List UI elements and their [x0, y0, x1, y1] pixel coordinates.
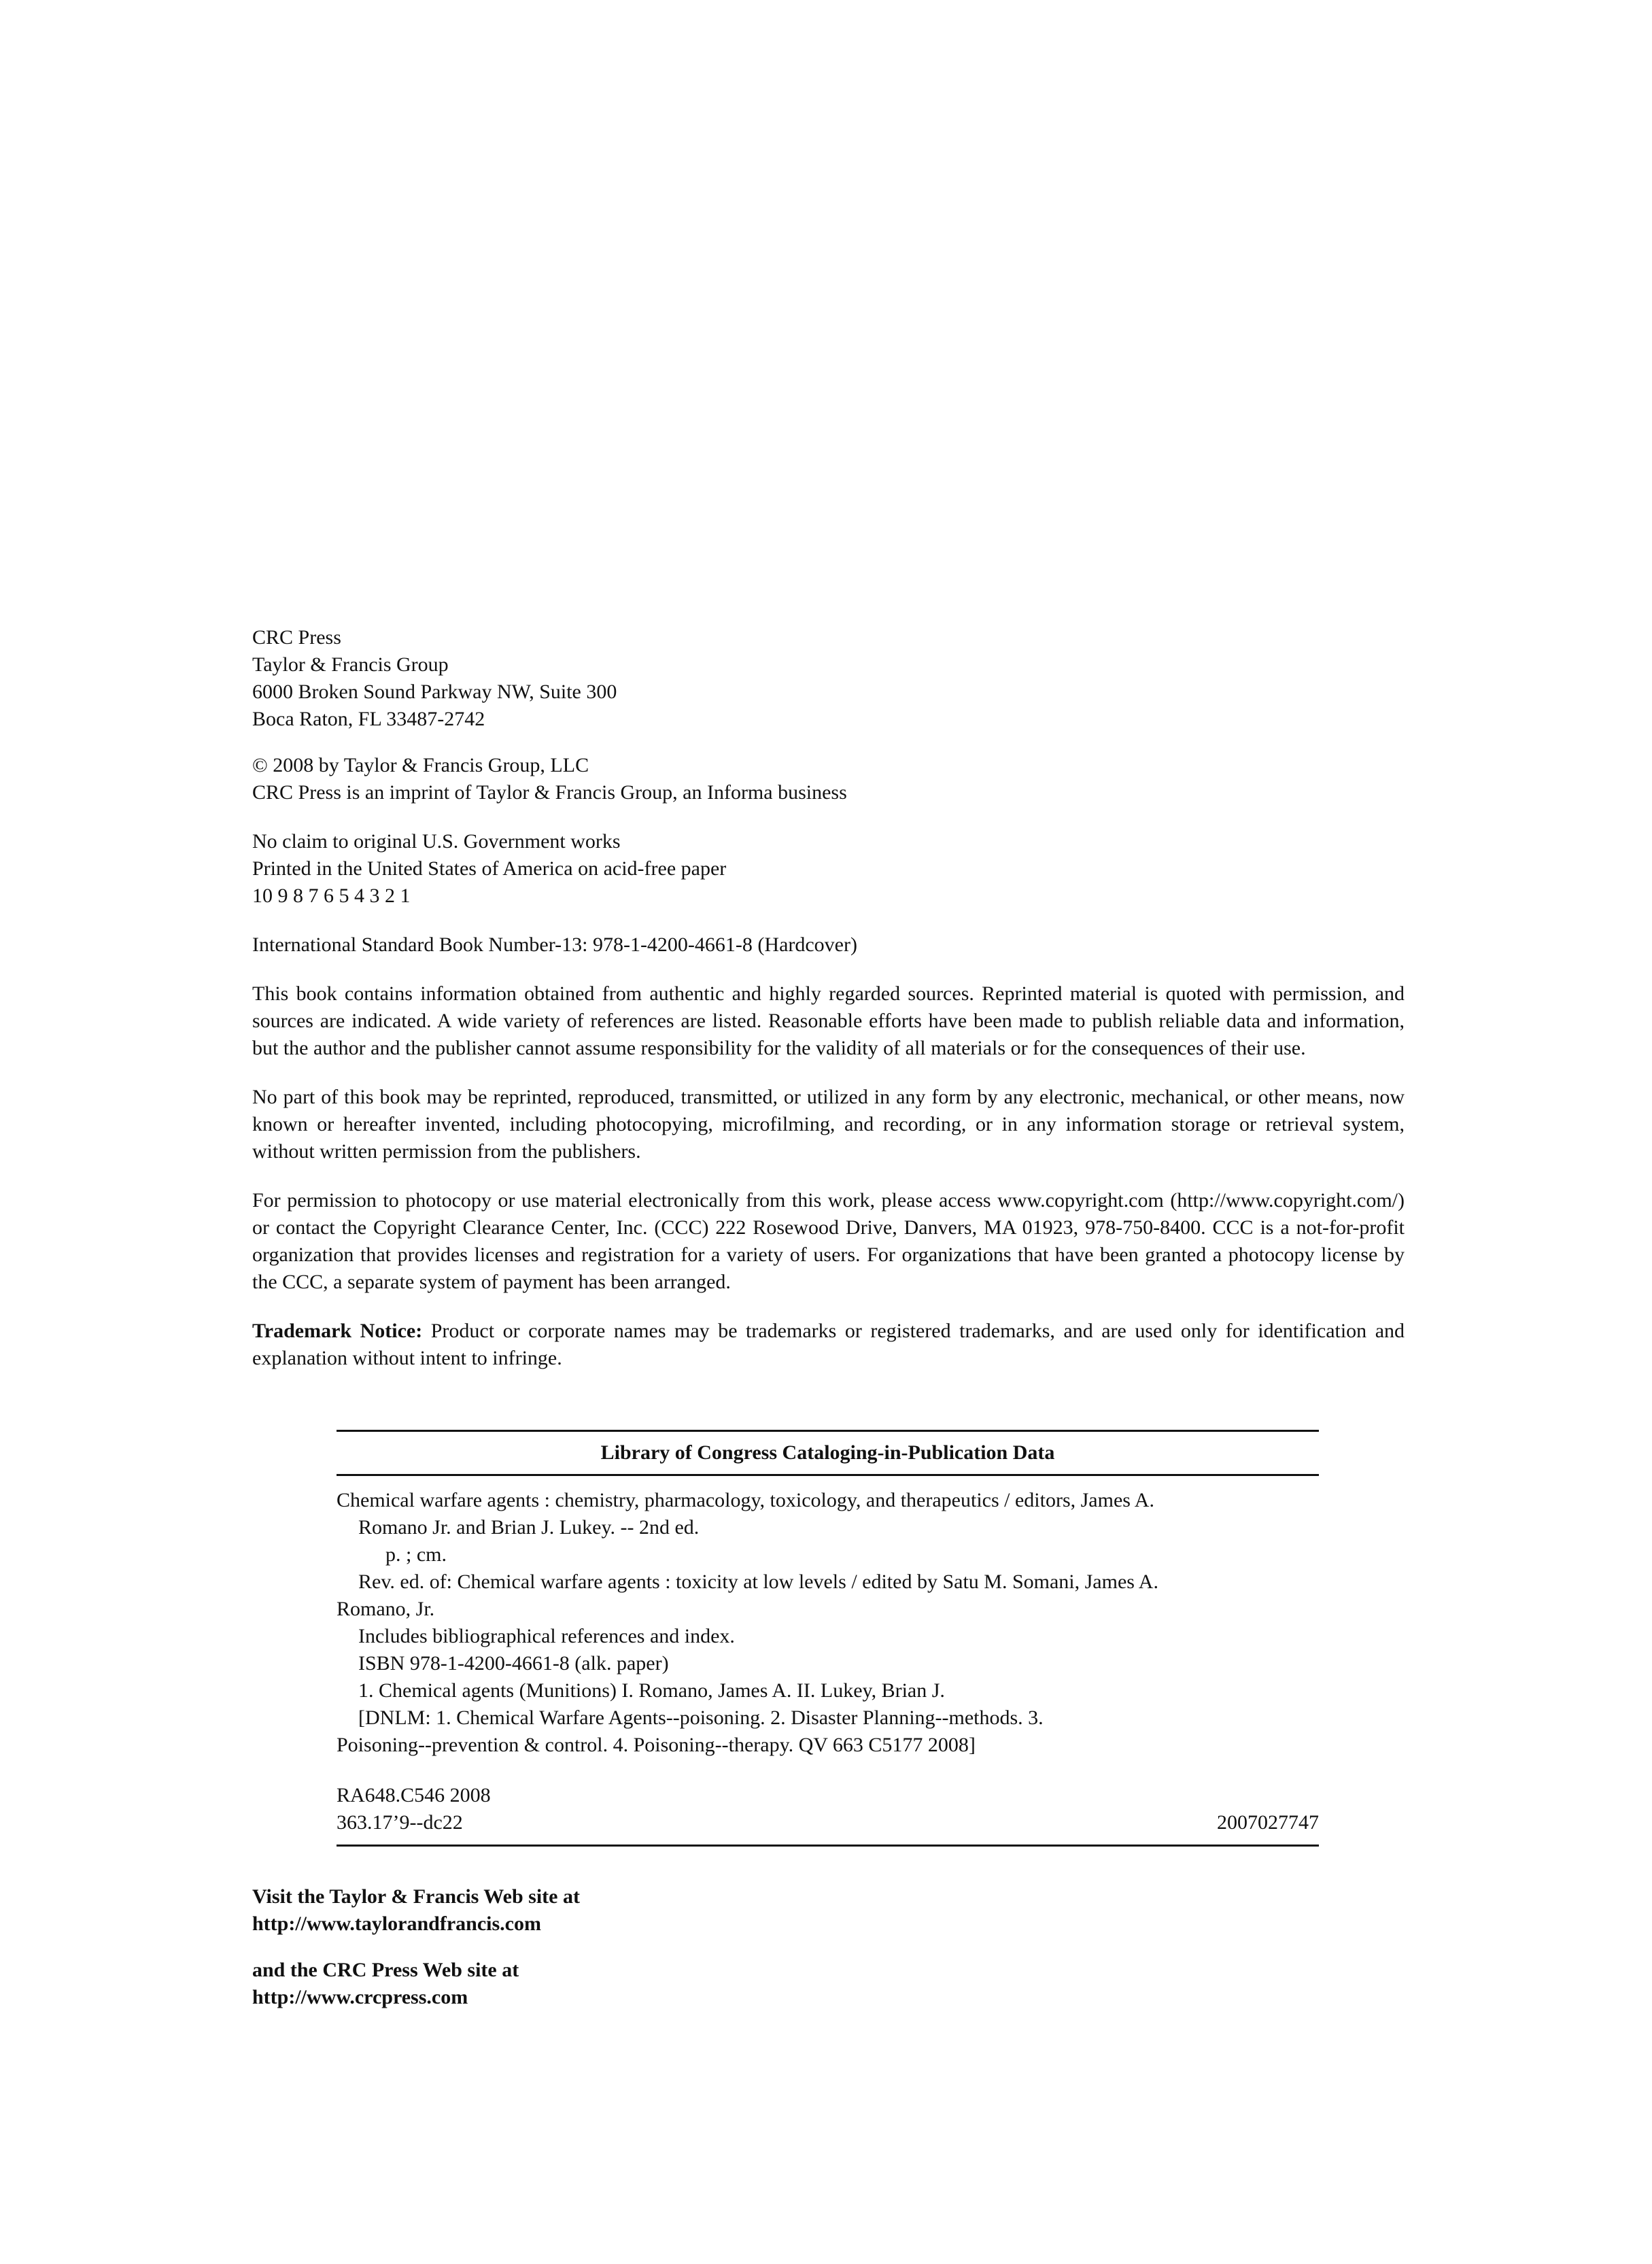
- lccn: 2007027747: [1217, 1811, 1319, 1834]
- publisher-name: CRC Press: [252, 626, 341, 649]
- cip-line: Includes bibliographical references and index.: [358, 1625, 735, 1647]
- cip-line: p. ; cm.: [385, 1543, 447, 1566]
- cip-line: Chemical warfare agents : chemistry, pharmacology, toxicology, and therapeutics / editors, James A.: [337, 1489, 1154, 1511]
- isbn-line: International Standard Book Number-13: 978-1-4200-4661-8 (Hardcover): [252, 933, 857, 956]
- cip-line: [DNLM: 1. Chemical Warfare Agents--poisoning. 2. Disaster Planning--methods. 3.: [358, 1706, 1044, 1729]
- printed-in-line: Printed in the United States of America on acid-free paper: [252, 857, 727, 880]
- website-footer: [252, 1883, 580, 2011]
- crc-visit-line: and the CRC Press Web site at: [252, 1959, 519, 1981]
- cip-record: [337, 1476, 1319, 1845]
- copyright-page: [252, 624, 1405, 1372]
- trademark-label: Trademark Notice:: [252, 1320, 423, 1342]
- trademark-paragraph: [252, 1318, 1405, 1372]
- trademark-text: Product or corporate names may be trademarks or registered trademarks, and are used only for identification and explanation without intent to infringe.: [252, 1320, 1405, 1369]
- cip-line: Poisoning--prevention & control. 4. Poisoning--therapy. QV 663 C5177 2008]: [337, 1734, 976, 1756]
- publisher-address-line-2: Boca Raton, FL 33487-2742: [252, 708, 485, 730]
- cip-line: Romano Jr. and Brian J. Lukey. -- 2nd ed.: [358, 1516, 700, 1539]
- publisher-address: [252, 624, 1405, 733]
- cip-bottom-rule: [337, 1845, 1319, 1847]
- cip-line: Rev. ed. of: Chemical warfare agents : toxicity at low levels / edited by Satu M. Somani, James A.: [358, 1571, 1158, 1593]
- copyright-line: © 2008 by Taylor & Francis Group, LLC: [252, 754, 589, 776]
- publisher-group: Taylor & Francis Group: [252, 653, 449, 676]
- reproduction-paragraph: No part of this book may be reprinted, reproduced, transmitted, or utilized in any form by any electronic, mechanical, or other means, now known or hereafter invented, including photocopying, microfilming, and recording, or in any information storage or retrieval system, without written permission from the publishers.: [252, 1086, 1405, 1163]
- cip-line: Romano, Jr.: [337, 1598, 435, 1620]
- sources-paragraph: This book contains information obtained from authentic and highly regarded sources. Reprinted material is quoted with permission, and sources are indicated. A wide variety of references are listed. Reasonable efforts have been made to publish reliable data and information, but the author and the publisher cannot assume responsibility for the validity of all materials or for the consequences of their use.: [252, 982, 1405, 1059]
- printer-key: 10 9 8 7 6 5 4 3 2 1: [252, 885, 411, 907]
- permission-paragraph: For permission to photocopy or use material electronically from this work, please access www.copyright.com (http://www.copyright.com/) or contact the Copyright Clearance Center, Inc. (CCC) 222 Rosewood Drive, Danvers, MA 01923, 978-750-8400. CCC is a not-for-profit organization that provides licenses and registration for a variety of users. For organizations that have been granted a photocopy license by the CCC, a separate system of payment has been arranged.: [252, 1189, 1405, 1293]
- cip-block: [337, 1430, 1319, 1847]
- cip-title: Library of Congress Cataloging-in-Publication Data: [600, 1441, 1055, 1464]
- government-works-claim: No claim to original U.S. Government works: [252, 830, 621, 853]
- call-number: RA648.C546 2008: [337, 1784, 491, 1806]
- copyright-notice: [252, 752, 1405, 806]
- publisher-address-line-1: 6000 Broken Sound Parkway NW, Suite 300: [252, 681, 617, 703]
- printing-info: [252, 828, 1405, 910]
- crc-url[interactable]: http://www.crcpress.com: [252, 1986, 468, 2008]
- classification-row: [337, 1809, 1319, 1845]
- cip-line: 1. Chemical agents (Munitions) I. Romano, James A. II. Lukey, Brian J.: [358, 1679, 945, 1702]
- cip-line: ISBN 978-1-4200-4661-8 (alk. paper): [358, 1652, 669, 1675]
- dewey-number: 363.17’9--dc22: [337, 1811, 463, 1834]
- tf-url[interactable]: http://www.taylorandfrancis.com: [252, 1913, 541, 1935]
- imprint-line: CRC Press is an imprint of Taylor & Francis Group, an Informa business: [252, 781, 847, 804]
- tf-visit-line: Visit the Taylor & Francis Web site at: [252, 1885, 580, 1908]
